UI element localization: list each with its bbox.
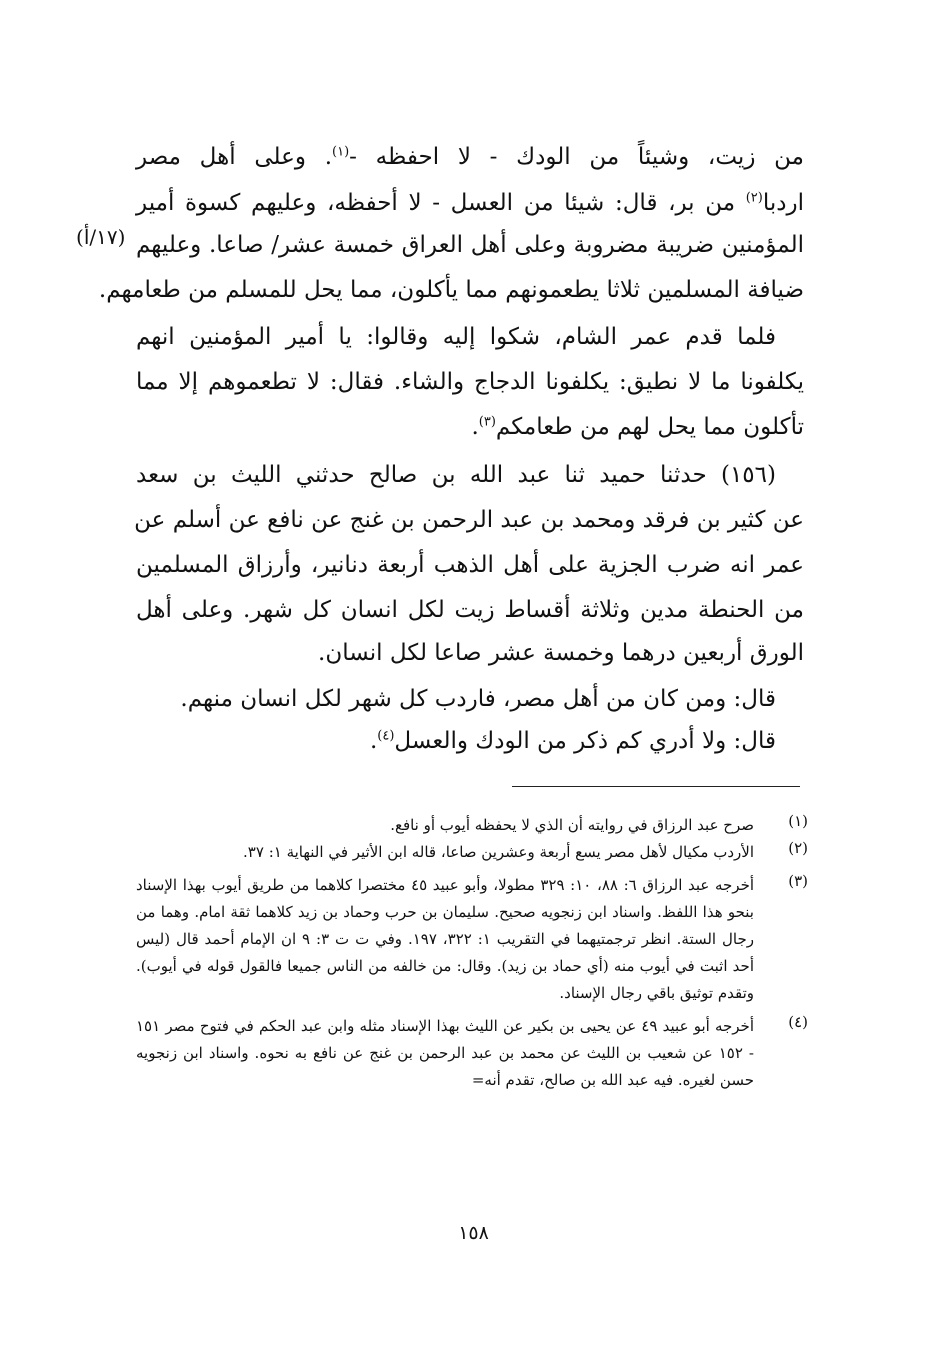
folio-margin-note: (١٧/أ)	[76, 225, 126, 249]
text-line: قال: ولا أدري كم ذكر من الودك والعسل$^{(٤)}$.	[369, 728, 776, 754]
text-line: الورق أربعين درهما وخمسة عشر صاعا لكل انسان.	[318, 640, 804, 666]
text-line: عمر انه ضرب الجزية على أهل الذهب أربعة دنانير، وأرزاق المسلمين	[136, 552, 804, 578]
text-line: من الحنطة مدين وثلاثة أقساط زيت لكل انسان كل شهر. وعلى أهل	[136, 597, 804, 623]
footnote-ref: (١)	[332, 144, 350, 160]
footnote-text: صرح عبد الرزاق في روايته أن الذي لا يحفظه أيوب أو نافع.	[390, 816, 754, 834]
footnote	[136, 1013, 808, 1094]
text-line: عن كثير بن فرقد ومحمد بن عبد الرحمن بن غنج عن نافع عن أسلم عن	[134, 507, 804, 533]
text-line: (١٥٦) حدثنا حميد ثنا عبد الله بن صالح حدثني الليث بن سعد	[136, 462, 776, 488]
text-line: من زيت، وشيئاً من الودك - لا احفظه -$^{(١)}$. وعلى أهل مصر	[136, 144, 804, 170]
text-line: اردبا$^{(٢)}$ من بر، قال: شيئا من العسل - لا أحفظه، وعليهم كسوة أمير	[136, 190, 804, 216]
footnote-ref: (٢)	[745, 190, 763, 206]
page-number: ١٥٨	[458, 1222, 489, 1244]
footnote	[136, 839, 808, 866]
footnote-number: (٢)	[788, 839, 808, 857]
text-line: ضيافة المسلمين ثلاثا يطعمونهم مما يأكلون، مما يحل للمسلم من طعامهم.	[98, 277, 804, 303]
text-line: قال: ومن كان من أهل مصر، فاردب كل شهر لكل انسان منهم.	[180, 686, 776, 712]
footnote-number: (١)	[788, 812, 808, 830]
text-line: المؤمنين ضريبة مضروبة وعلى أهل العراق خمسة عشر/ صاعا. وعليهم	[136, 232, 804, 258]
text-line: فلما قدم عمر الشام، شكوا إليه وقالوا: يا أمير المؤمنين انهم	[136, 324, 776, 350]
footnote-text: الأردب مكيال لأهل مصر يسع أربعة وعشرين صاعا، قاله ابن الأثير في النهاية ١: ٣٧.	[243, 843, 754, 861]
footnotes	[136, 812, 808, 1094]
footnote-number: (٤)	[788, 1013, 808, 1031]
footnote-number: (٣)	[788, 872, 808, 890]
text-line: يكلفونا ما لا نطيق: يكلفونا الدجاج والشاء. فقال: لا تطعموهم إلا مما	[136, 369, 804, 395]
footnote	[136, 872, 808, 1007]
footnote-ref: (٣)	[478, 414, 496, 430]
footnote-separator	[512, 786, 800, 787]
footnote-text: أخرجه أبو عبيد ٤٩ عن يحيى بن بكير عن الليث بهذا الإسناد مثله وابن عبد الحكم في فتوح مصر ١٥١ - ١٥٢ عن شعيب بن الليث عن محمد بن عبد الرحمن بن غنج عن نافع به نحوه. واسناد ابن زنجويه حسن لغيره. فيه عبد الله بن صالح، تقدم أنه=	[136, 1017, 754, 1089]
footnote-ref: (٤)	[377, 728, 395, 744]
text-line: تأكلون مما يحل لهم من طعامكم$^{(٣)}$.	[471, 414, 804, 440]
footnote	[136, 812, 808, 839]
footnote-text: أخرجه عبد الرزاق ٦: ٨٨، ١٠: ٣٢٩ مطولا، وأبو عبيد ٤٥ مختصرا كلاهما من طريق أيوب بهذا الإسناد بنحو هذا اللفظ. واسناد ابن زنجويه صحيح. سليمان بن حرب وحماد بن زيد كلاهما ثقة امام. وهما من رجال الستة. انظر ترجمتيهما في التقريب ١: ٣٢٢، ١٩٧. وفي ت ت ٣: ٩ ان الإمام أحمد قال (ليس أحد اثبت في أيوب منه (أي حماد بن زيد). وقال: من خالفه من الناس جميعا فالقول قوله في أيوب). وتقدم توثيق باقي رجال الإسناد.	[136, 876, 755, 1002]
